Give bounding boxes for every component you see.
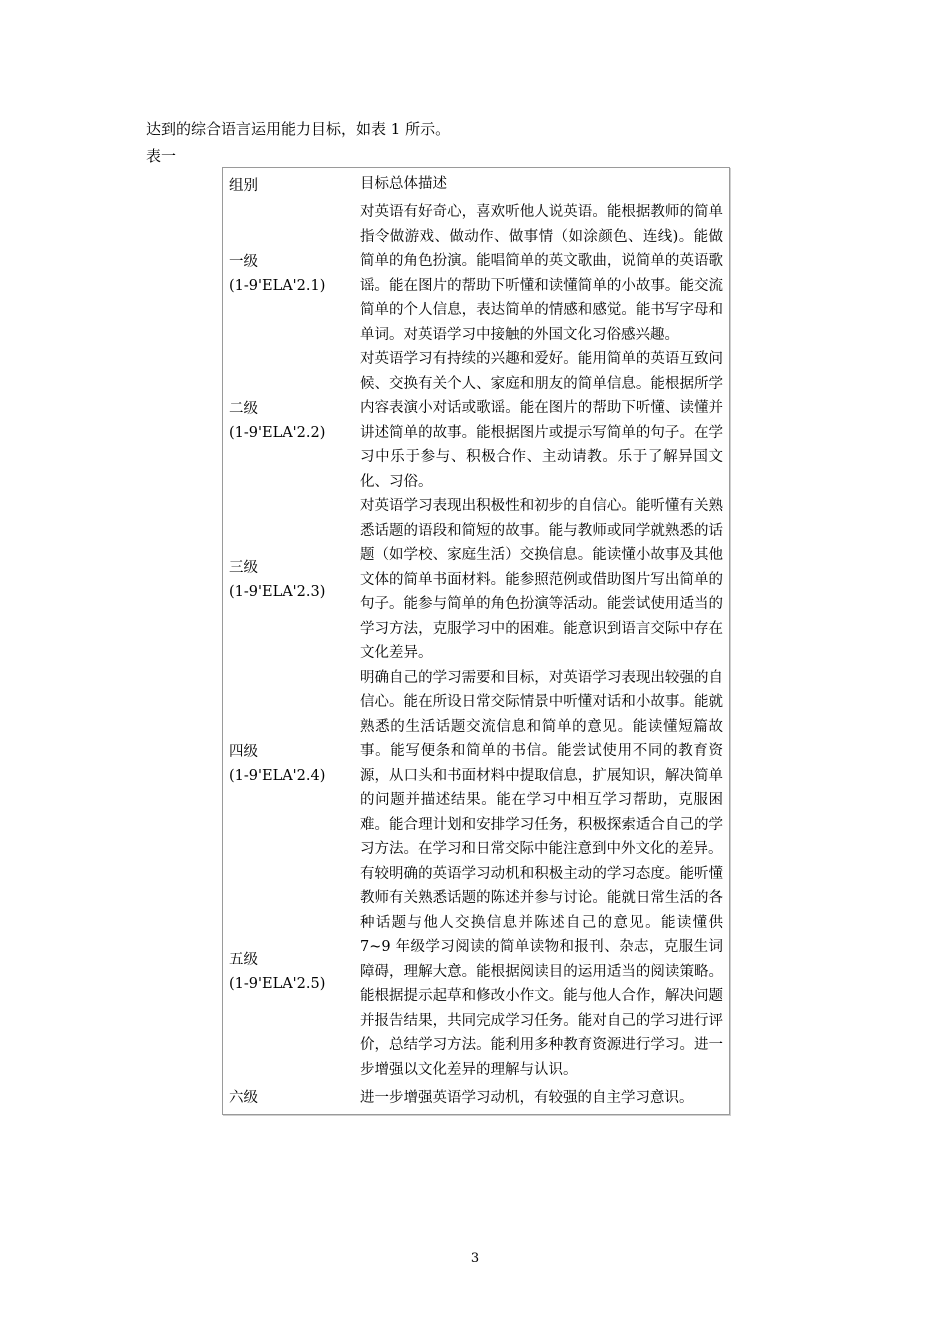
table-row [223,862,730,1083]
grade-name: 一级 [229,253,258,270]
table-row [223,1082,730,1115]
table-row [223,494,730,666]
grade-code: (1-9'ELA'2.4) [229,767,326,784]
description-cell: 有较明确的英语学习动机和积极主动的学习态度。能听懂教师有关熟悉话题的陈述并参与讨论。能就日常生活的各种话题与他人交换信息并陈述自己的意见。能读懂供 7~9 年级学习阅读的简单读物和报刊、杂志，克服生词障碍，理解大意。能根据阅读目的运用适当的阅读策略。能根据提示起草和修改小作文。能与他人合作，解决问题并报告结果，共同完成学习任务。能对自己的学习进行评价，总结学习方法。能利用多种教育资源进行学习。进一步增强以文化差异的理解与认识。 [360,865,723,1078]
grade-cell [223,200,358,347]
grade-name: 三级 [229,559,258,576]
grade-code: (1-9'ELA'2.1) [229,277,326,294]
intro-paragraph: 达到的综合语言运用能力目标，如表 1 所示。 [146,120,451,138]
page-number: 3 [470,1251,480,1266]
grade-cell [223,666,358,862]
grade-name: 四级 [229,743,258,760]
description-cell: 明确自己的学习需要和目标，对英语学习表现出较强的自信心。能在所设日常交际情景中听懂对话和小故事。能就熟悉的生活话题交流信息和简单的意见。能读懂短篇故事。能写便条和简单的书信。能尝试使用不同的教育资源，从口头和书面材料中提取信息，扩展知识，解决简单的问题并描述结果。能在学习中相互学习帮助，克服困难。能合理计划和安排学习任务，积极探索适合自己的学习方法。在学习和日常交际中能注意到中外文化的差异。 [360,669,723,857]
grade-name: 五级 [229,951,258,968]
grade-name: 六级 [229,1090,258,1106]
table-row [223,200,730,347]
table-header-row [223,168,730,201]
table-caption: 表一 [146,147,177,165]
description-cell: 进一步增强英语学习动机，有较强的自主学习意识。 [360,1089,694,1106]
header-description: 目标总体描述 [360,175,447,192]
grade-code: (1-9'ELA'2.3) [229,583,326,600]
table-row [223,666,730,862]
grade-code: (1-9'ELA'2.5) [229,975,326,992]
description-cell: 对英语有好奇心，喜欢听他人说英语。能根据教师的简单指令做游戏、做动作、做事情（如涂颜色、连线)。能做简单的角色扮演。能唱简单的英文歌曲，说简单的英语歌谣。能在图片的帮助下听懂和读懂简单的小故事。能交流简单的个人信息，表达简单的情感和感觉。能书写字母和单词。对英语学习中接触的外国文化习俗感兴趣。 [360,204,723,343]
grade-cell [223,1082,358,1115]
grade-cell [223,347,358,494]
grade-code: (1-9'ELA'2.2) [229,424,326,441]
description-cell: 对英语学习有持续的兴趣和爱好。能用简单的英语互致问候、交换有关个人、家庭和朋友的简单信息。能根据所学内容表演小对话或歌谣。能在图片的帮助下听懂、读懂并讲述简单的故事。能根据图片或提示写简单的句子。在学习中乐于参与、积极合作、主动请教。乐于了解异国文化、习俗。 [360,351,723,490]
grade-cell [223,862,358,1083]
grade-cell [223,494,358,666]
table-row [223,347,730,494]
grade-name: 二级 [229,400,258,417]
goals-table [222,167,730,1115]
description-cell: 对英语学习表现出积极性和初步的自信心。能听懂有关熟悉话题的语段和简短的故事。能与教师或同学就熟悉的话题（如学校、家庭生活）交换信息。能读懂小故事及其他文体的简单书面材料。能参照范例或借助图片写出简单的句子。能参与简单的角色扮演等活动。能尝试使用适当的学习方法，克服学习中的困难。能意识到语言交际中存在文化差异。 [360,498,723,661]
header-grade: 组别 [229,177,258,194]
